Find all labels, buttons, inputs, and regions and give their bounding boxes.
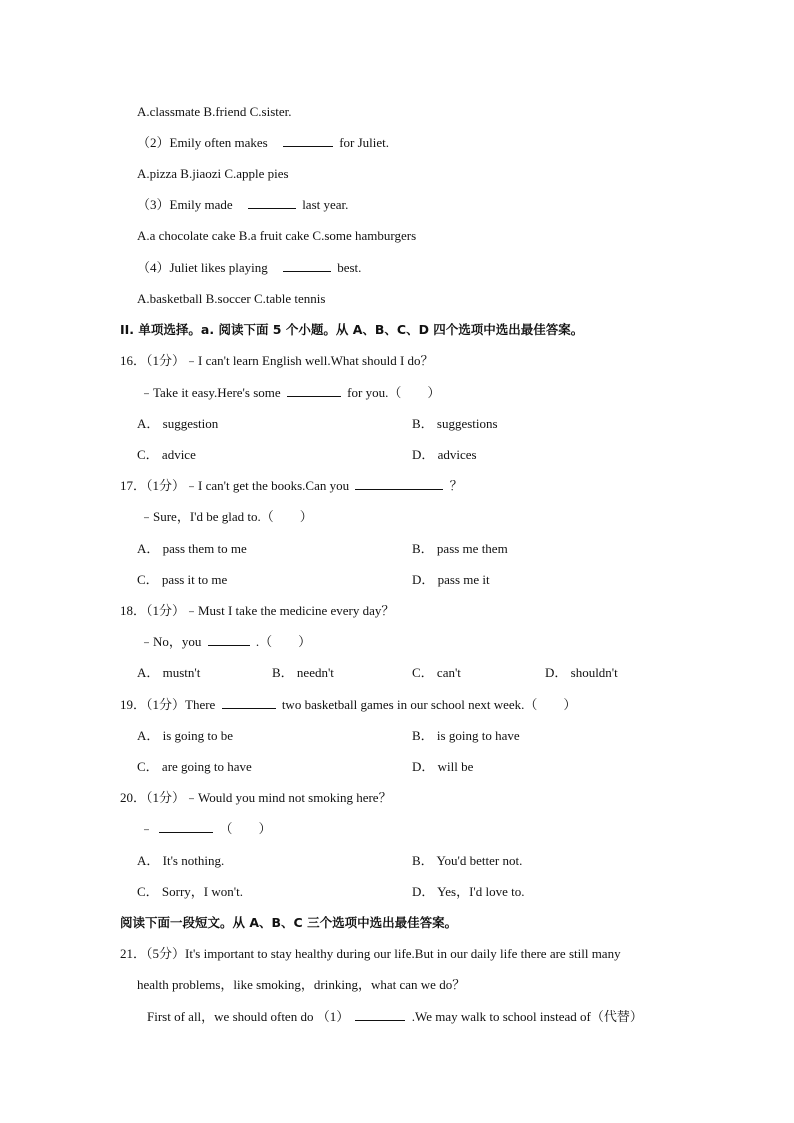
q21-line-2: health problems，like smoking，drinking，what can we do？ xyxy=(137,977,466,992)
q18-reply xyxy=(140,633,311,651)
q15-sub2-text: （2）Emily often makes xyxy=(137,135,268,150)
answer-blank xyxy=(159,820,213,833)
q17-option-b: B． pass me them xyxy=(412,541,508,556)
section-heading: II. 单项选择。a. 阅读下面 5 个小题。从 A、B、C、D 四个选项中选出最佳答案。 xyxy=(120,322,584,337)
q20-reply-end: （ ） xyxy=(219,821,272,836)
q18-option-b: B． needn't xyxy=(272,665,334,680)
answer-blank xyxy=(355,477,443,490)
answer-blank xyxy=(355,1008,405,1021)
q16-stem: 16．（1分）﹣I can't learn English well.What should I do？ xyxy=(120,353,434,368)
q19-stem-text: 19．（1分）There xyxy=(120,697,216,712)
q15-sub3-text: （3）Emily made xyxy=(137,197,233,212)
q17-reply: ﹣Sure，I'd be glad to.（ ） xyxy=(140,509,313,524)
q15-sub4 xyxy=(137,259,361,277)
q16-reply-text: ﹣Take it easy.Here's some xyxy=(140,385,281,400)
answer-blank xyxy=(283,259,331,272)
q16-reply-end: for you.（ ） xyxy=(347,385,441,400)
q18-option-c: C． can't xyxy=(412,665,461,680)
q18-reply-text: ﹣No，you xyxy=(140,634,202,649)
q17-option-c: C． pass it to me xyxy=(137,572,228,587)
answer-blank xyxy=(208,633,250,646)
answer-blank xyxy=(248,196,296,209)
q20-stem: 20．（1分）﹣Would you mind not smoking here？ xyxy=(120,790,392,805)
q19-stem xyxy=(120,696,576,714)
q15-options-4: A.basketball B.soccer C.table tennis xyxy=(137,291,326,306)
q19-option-b: B． is going to have xyxy=(412,728,520,743)
section-heading-reading: 阅读下面一段短文。从 A、B、C 三个选项中选出最佳答案。 xyxy=(120,915,458,930)
q17-stem xyxy=(120,477,463,495)
q19-option-a: A． is going to be xyxy=(137,728,234,743)
q20-reply xyxy=(140,820,272,838)
q16-reply xyxy=(140,384,440,402)
q21-line-3-text: First of all，we should often do （1） xyxy=(147,1009,350,1024)
q15-sub3 xyxy=(137,196,348,214)
q16-option-d: D． advices xyxy=(412,447,477,462)
q15-sub2-text-end: for Juliet. xyxy=(339,135,390,150)
q20-option-a: A． It's nothing. xyxy=(137,853,225,868)
q20-option-b: B． You'd better not. xyxy=(412,853,523,868)
q16-option-a: A． suggestion xyxy=(137,416,219,431)
q20-option-c: C． Sorry，I won't. xyxy=(137,884,243,899)
q17-stem-text: 17．（1分）﹣I can't get the books.Can you xyxy=(120,478,350,493)
q21-line-3 xyxy=(147,1008,643,1026)
q19-option-c: C． are going to have xyxy=(137,759,252,774)
q16-option-b: B． suggestions xyxy=(412,416,498,431)
q17-option-d: D． pass me it xyxy=(412,572,490,587)
q15-options-2: A.pizza B.jiaozi C.apple pies xyxy=(137,166,289,181)
q18-stem: 18．（1分）﹣Must I take the medicine every day？ xyxy=(120,603,395,618)
q15-options-1: A.classmate B.friend C.sister. xyxy=(137,104,292,119)
q20-option-d: D． Yes，I'd love to. xyxy=(412,884,525,899)
q21-line-1: 21．（5分）It's important to stay healthy during our life.But in our daily life there are still many xyxy=(120,946,621,961)
answer-blank xyxy=(283,134,333,147)
answer-blank xyxy=(287,384,341,397)
q15-sub4-text: （4）Juliet likes playing xyxy=(137,260,268,275)
q15-sub2 xyxy=(137,134,389,152)
q15-sub3-text-end: last year. xyxy=(302,197,349,212)
q16-option-c: C． advice xyxy=(137,447,196,462)
q19-stem-end: two basketball games in our school next week.（ ） xyxy=(281,697,577,712)
answer-blank xyxy=(222,696,276,709)
q20-reply-text: ﹣ xyxy=(140,821,154,836)
q18-reply-end: .（ ） xyxy=(255,634,312,649)
q21-line-3-end: .We may walk to school instead of（代替） xyxy=(411,1009,643,1024)
q15-sub4-text-end: best. xyxy=(337,260,362,275)
q19-option-d: D． will be xyxy=(412,759,474,774)
q17-option-a: A． pass them to me xyxy=(137,541,247,556)
q18-option-a: A． mustn't xyxy=(137,665,201,680)
q18-option-d: D． shouldn't xyxy=(545,665,618,680)
q15-options-3: A.a chocolate cake B.a fruit cake C.some hamburgers xyxy=(137,228,417,243)
q17-stem-end: ？ xyxy=(449,478,463,493)
